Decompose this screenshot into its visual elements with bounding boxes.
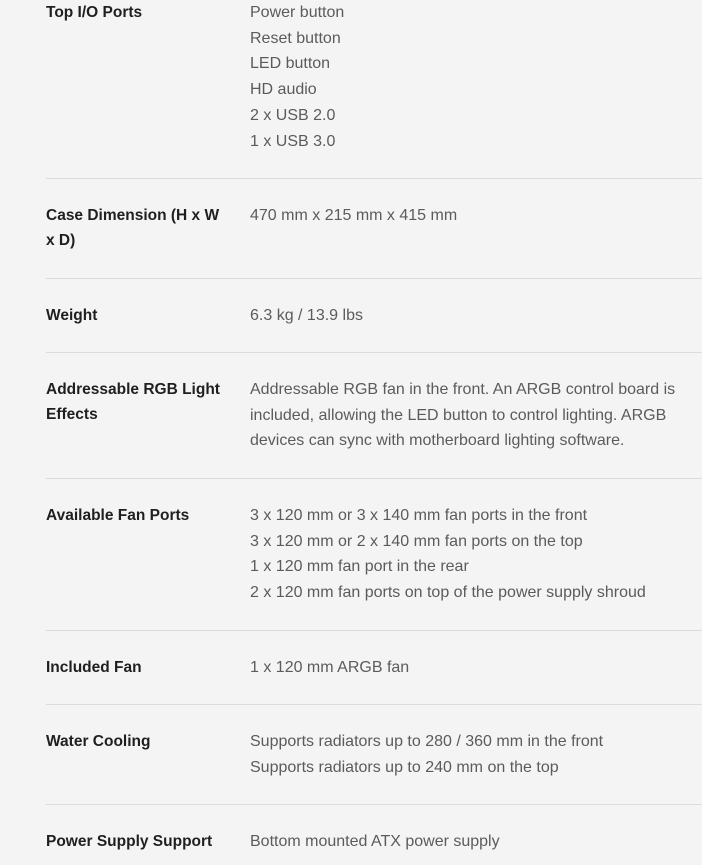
spec-value: 1 x 120 mm ARGB fan [250, 659, 410, 676]
spec-value: HD audio [250, 81, 317, 99]
spec-value: Reset button [250, 29, 341, 47]
spec-row-power-supply-support [46, 805, 702, 865]
spec-value: Power button [250, 4, 345, 21]
spec-row-top-io-ports [46, 0, 702, 179]
spec-values [250, 655, 702, 704]
spec-values [250, 0, 702, 178]
spec-value: 6.3 kg / 13.9 lbs [250, 307, 363, 324]
spec-label: Top I/O Ports [46, 4, 143, 21]
spec-values [250, 377, 702, 478]
spec-row-addressable-rgb [46, 353, 702, 479]
spec-row-water-cooling [46, 705, 702, 805]
spec-value: 1 x 120 mm fan port in the rear [250, 558, 469, 576]
spec-label: Water Cooling [46, 733, 151, 750]
spec-value: 2 x USB 2.0 [250, 106, 336, 124]
spec-values [250, 503, 702, 630]
spec-value: Bottom mounted ATX power supply [250, 833, 500, 850]
spec-paragraph: Addressable RGB fan in the front. An ARGB control board is included, allowing the LED button to control lighting. ARGB devices can sync with motherboard lighting software. [250, 381, 676, 450]
spec-row-included-fan [46, 631, 702, 705]
spec-value: Supports radiators up to 280 / 360 mm in the front [250, 733, 604, 750]
spec-value: Supports radiators up to 240 mm on the top [250, 758, 559, 776]
spec-label: Power Supply Support [46, 833, 213, 850]
spec-label: Addressable RGB Light Effects [46, 381, 220, 423]
spec-label: Case Dimension (H x W x D) [46, 207, 220, 249]
spec-value: 470 mm x 215 mm x 415 mm [250, 207, 458, 224]
spec-label: Weight [46, 307, 98, 324]
spec-label: Included Fan [46, 659, 142, 676]
spec-values [250, 729, 702, 804]
spec-values [250, 829, 702, 865]
spec-row-weight [46, 279, 702, 353]
spec-value: 2 x 120 mm fan ports on top of the power supply shroud [250, 584, 646, 602]
spec-value: LED button [250, 55, 331, 73]
spec-value: 1 x USB 3.0 [250, 132, 336, 150]
spec-values [250, 203, 702, 278]
spec-label: Available Fan Ports [46, 507, 190, 524]
spec-row-case-dimension [46, 179, 702, 279]
spec-value: 3 x 120 mm or 3 x 140 mm fan ports in the front [250, 507, 588, 524]
spec-row-available-fan-ports [46, 479, 702, 631]
spec-table [46, 0, 702, 865]
spec-values [250, 303, 702, 352]
spec-value: 3 x 120 mm or 2 x 140 mm fan ports on the top [250, 532, 583, 550]
